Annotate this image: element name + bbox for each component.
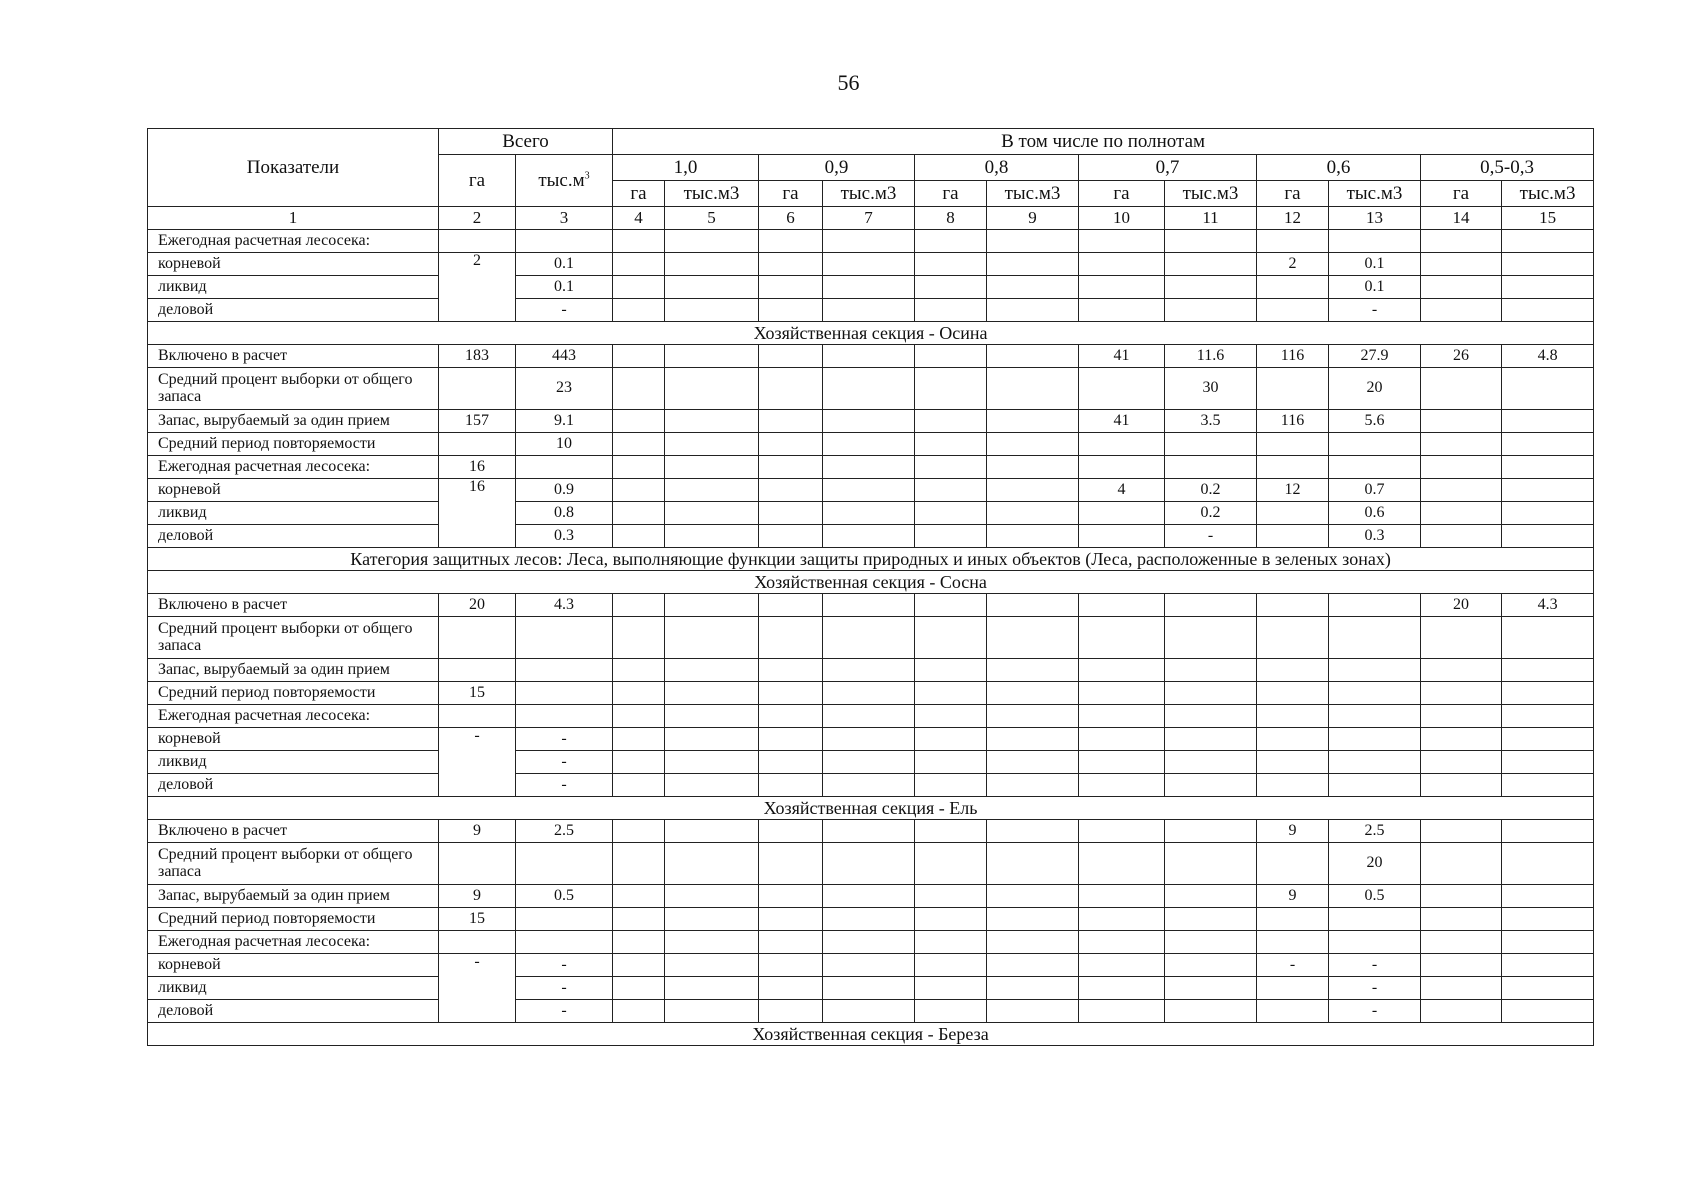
row-label: деловой <box>148 774 439 797</box>
cell: 9 <box>439 885 516 908</box>
table-row <box>148 368 1594 410</box>
table-row <box>148 908 1594 931</box>
column-number-row <box>148 207 1594 230</box>
cell: 11.6 <box>1165 345 1257 368</box>
cell: 4.3 <box>516 594 613 617</box>
table-row <box>148 410 1594 433</box>
row-label: ликвид <box>148 751 439 774</box>
cell: - <box>1257 954 1329 977</box>
header-m3: тыс.м3 <box>823 181 915 207</box>
header-m3: тыс.м3 <box>1502 181 1594 207</box>
row-label: Ежегодная расчетная лесосека: <box>148 230 439 253</box>
table-row <box>148 1000 1594 1023</box>
cell: 9 <box>1257 820 1329 843</box>
cell: - <box>516 299 613 322</box>
header-density-3: 0,8 <box>915 155 1079 181</box>
column-number: 11 <box>1165 207 1257 230</box>
row-label: Средний процент выборки от общего запаса <box>148 617 439 659</box>
cell: 10 <box>516 433 613 456</box>
row-label: Средний процент выборки от общего запаса <box>148 843 439 885</box>
header-ha: га <box>1257 181 1329 207</box>
row-label: ликвид <box>148 502 439 525</box>
column-number: 15 <box>1502 207 1594 230</box>
cell: - <box>1329 1000 1421 1023</box>
cell: 20 <box>1329 368 1421 410</box>
row-label: Ежегодная расчетная лесосека: <box>148 456 439 479</box>
cell: 0.3 <box>516 525 613 548</box>
table-row <box>148 479 1594 502</box>
cell: 15 <box>439 682 516 705</box>
cell: - <box>516 977 613 1000</box>
table-row <box>148 502 1594 525</box>
header-ha: га <box>1079 181 1165 207</box>
column-number: 1 <box>148 207 439 230</box>
table-body <box>148 230 1594 1046</box>
header-total: Всего <box>439 129 613 155</box>
table-row <box>148 774 1594 797</box>
cell: 0.3 <box>1329 525 1421 548</box>
column-number: 7 <box>823 207 915 230</box>
cell: - <box>516 751 613 774</box>
header-m3: тыс.м3 <box>1329 181 1421 207</box>
cell: 0.2 <box>1165 502 1257 525</box>
row-label: Запас, вырубаемый за один прием <box>148 659 439 682</box>
table-row <box>148 751 1594 774</box>
section-title-birch: Хозяйственная секция - Береза <box>148 1023 1594 1046</box>
header-m3: тыс.м3 <box>665 181 759 207</box>
table-row <box>148 617 1594 659</box>
table-row <box>148 728 1594 751</box>
cell: - <box>1329 954 1421 977</box>
table-row <box>148 931 1594 954</box>
section-title-aspen: Хозяйственная секция - Осина <box>148 322 1594 345</box>
cell: 2 <box>439 253 516 322</box>
section-title-spruce: Хозяйственная секция - Ель <box>148 797 1594 820</box>
section-row <box>148 548 1594 571</box>
page-number: 56 <box>837 70 860 95</box>
cell: 0.7 <box>1329 479 1421 502</box>
cell: 27.9 <box>1329 345 1421 368</box>
cell: 4.8 <box>1502 345 1594 368</box>
header-density-5: 0,6 <box>1257 155 1421 181</box>
header-row-1 <box>148 129 1594 155</box>
table-row <box>148 456 1594 479</box>
header-ha: га <box>613 181 665 207</box>
cell: 0.9 <box>516 479 613 502</box>
header-density-6: 0,5-0,3 <box>1421 155 1594 181</box>
cell: 0.5 <box>516 885 613 908</box>
row-label: Ежегодная расчетная лесосека: <box>148 931 439 954</box>
row-label: корневой <box>148 954 439 977</box>
table-row <box>148 843 1594 885</box>
cell: 0.1 <box>1329 276 1421 299</box>
table-row <box>148 682 1594 705</box>
cell: 116 <box>1257 345 1329 368</box>
header-ha: га <box>915 181 987 207</box>
cell: - <box>439 728 516 797</box>
row-label: Средний период повторяемости <box>148 433 439 456</box>
row-label: Включено в расчет <box>148 594 439 617</box>
column-number: 4 <box>613 207 665 230</box>
row-label: деловой <box>148 525 439 548</box>
row-label: Включено в расчет <box>148 345 439 368</box>
header-total-m3-text: тыс.м <box>538 169 585 191</box>
table-row <box>148 820 1594 843</box>
section-row <box>148 1023 1594 1046</box>
row-label: деловой <box>148 299 439 322</box>
header-m3: тыс.м3 <box>1165 181 1257 207</box>
section-row <box>148 571 1594 594</box>
cell: - <box>1329 299 1421 322</box>
cell: 9 <box>439 820 516 843</box>
column-number: 13 <box>1329 207 1421 230</box>
column-number: 3 <box>516 207 613 230</box>
table-row <box>148 594 1594 617</box>
cell: 30 <box>1165 368 1257 410</box>
cell: 2 <box>1257 253 1329 276</box>
table-row <box>148 230 1594 253</box>
cell: 0.2 <box>1165 479 1257 502</box>
header-by-density: В том числе по полнотам <box>613 129 1594 155</box>
header-total-ha: га <box>439 155 516 207</box>
column-number: 2 <box>439 207 516 230</box>
cell: 41 <box>1079 410 1165 433</box>
cell: 443 <box>516 345 613 368</box>
protective-category: Категория защитных лесов: Леса, выполняющие функции защиты природных и иных объектов (Леса, расположенные в зеленых зонах) <box>148 548 1594 571</box>
table-row <box>148 659 1594 682</box>
table-header <box>148 129 1594 230</box>
section-row <box>148 797 1594 820</box>
table-row <box>148 276 1594 299</box>
table-row <box>148 345 1594 368</box>
row-label: Запас, вырубаемый за один прием <box>148 410 439 433</box>
table-row <box>148 253 1594 276</box>
row-label: Запас, вырубаемый за один прием <box>148 885 439 908</box>
table-row <box>148 705 1594 728</box>
cell: - <box>439 954 516 1023</box>
column-number: 10 <box>1079 207 1165 230</box>
row-label: ликвид <box>148 977 439 1000</box>
header-density-4: 0,7 <box>1079 155 1257 181</box>
cell: 4.3 <box>1502 594 1594 617</box>
cell: 20 <box>1329 843 1421 885</box>
cell: 41 <box>1079 345 1165 368</box>
cell: - <box>516 728 613 751</box>
header-density-1: 1,0 <box>613 155 759 181</box>
cell: 0.6 <box>1329 502 1421 525</box>
column-number: 9 <box>987 207 1079 230</box>
cell: - <box>1165 525 1257 548</box>
row-label: Ежегодная расчетная лесосека: <box>148 705 439 728</box>
cell: 12 <box>1257 479 1329 502</box>
table-row <box>148 525 1594 548</box>
cell: 183 <box>439 345 516 368</box>
cell: 5.6 <box>1329 410 1421 433</box>
cell: 15 <box>439 908 516 931</box>
cell: 20 <box>439 594 516 617</box>
header-ha: га <box>759 181 823 207</box>
section-row <box>148 322 1594 345</box>
header-total-m3-sup: 3 <box>584 170 590 182</box>
header-total-m3 <box>516 155 613 207</box>
cell: 16 <box>439 456 516 479</box>
header-m3: тыс.м3 <box>987 181 1079 207</box>
cell: 3.5 <box>1165 410 1257 433</box>
table-row <box>148 954 1594 977</box>
cell: 2.5 <box>516 820 613 843</box>
row-label: деловой <box>148 1000 439 1023</box>
row-label: корневой <box>148 253 439 276</box>
cell: 0.8 <box>516 502 613 525</box>
row-label: корневой <box>148 728 439 751</box>
cell: 157 <box>439 410 516 433</box>
forest-data-table <box>147 128 1594 1046</box>
cell: - <box>1329 977 1421 1000</box>
cell: 4 <box>1079 479 1165 502</box>
cell: 20 <box>1421 594 1502 617</box>
row-label: корневой <box>148 479 439 502</box>
cell: 0.1 <box>516 276 613 299</box>
row-label: ликвид <box>148 276 439 299</box>
table-row <box>148 299 1594 322</box>
column-number: 14 <box>1421 207 1502 230</box>
cell: - <box>516 1000 613 1023</box>
row-label: Средний период повторяемости <box>148 908 439 931</box>
column-number: 12 <box>1257 207 1329 230</box>
table-row <box>148 433 1594 456</box>
table-row <box>148 977 1594 1000</box>
cell: 2.5 <box>1329 820 1421 843</box>
cell: 0.1 <box>516 253 613 276</box>
cell: 16 <box>439 479 516 548</box>
section-title-pine: Хозяйственная секция - Сосна <box>148 571 1594 594</box>
cell: 9 <box>1257 885 1329 908</box>
cell: 116 <box>1257 410 1329 433</box>
row-label: Включено в расчет <box>148 820 439 843</box>
cell: 26 <box>1421 345 1502 368</box>
row-label: Средний период повторяемости <box>148 682 439 705</box>
cell: - <box>516 774 613 797</box>
table-row <box>148 885 1594 908</box>
row-label: Средний процент выборки от общего запаса <box>148 368 439 410</box>
cell: 23 <box>516 368 613 410</box>
header-density-2: 0,9 <box>759 155 915 181</box>
cell: - <box>516 954 613 977</box>
column-number: 6 <box>759 207 823 230</box>
header-ha: га <box>1421 181 1502 207</box>
header-indicators: Показатели <box>148 129 439 207</box>
cell: 9.1 <box>516 410 613 433</box>
column-number: 8 <box>915 207 987 230</box>
column-number: 5 <box>665 207 759 230</box>
cell: 0.1 <box>1329 253 1421 276</box>
cell: 0.5 <box>1329 885 1421 908</box>
